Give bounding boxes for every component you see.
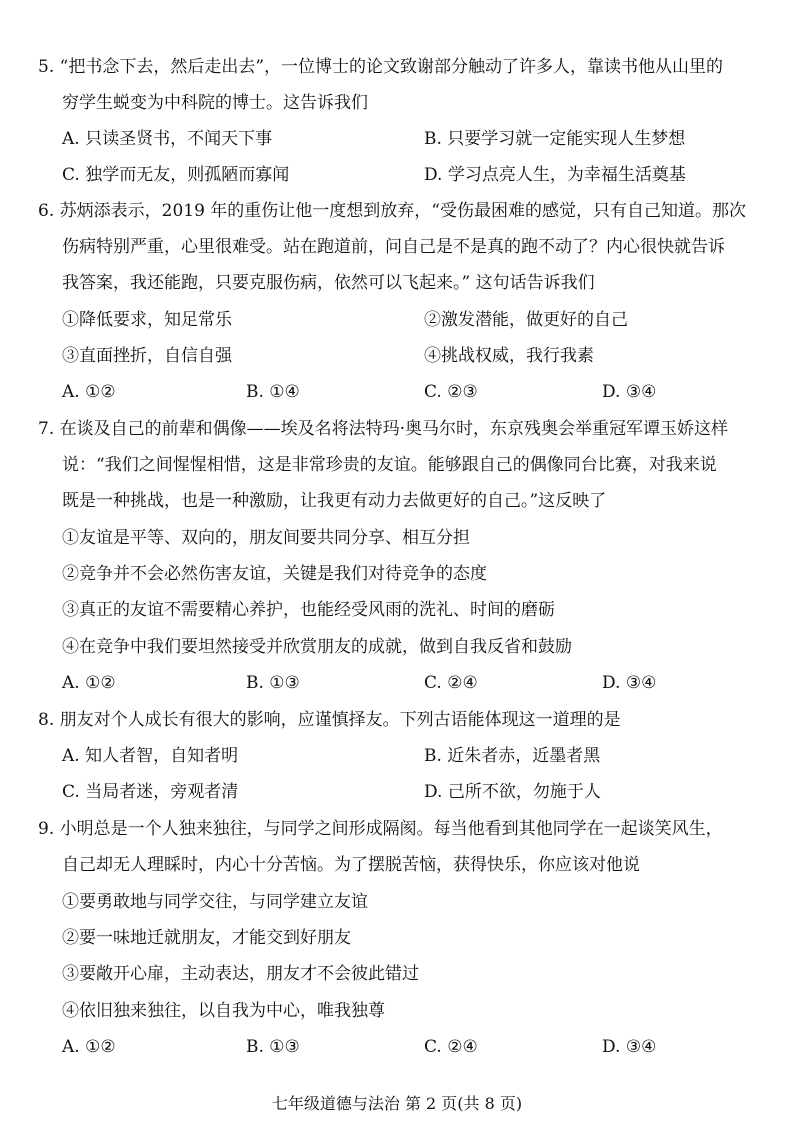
question-6-stem-line-3: 我答案，我还能跑，只要克服伤病，依然可以飞起来。” 这句话告诉我们 (62, 273, 595, 293)
question-6-option-a: A. ①② (62, 382, 116, 402)
question-5-stem-line-2: 穷学生蜕变为中科院的博士。这告诉我们 (62, 93, 368, 113)
question-6-item-3: ③直面挫折，自信自强 (62, 346, 232, 366)
question-5-option-a: A. 只读圣贤书，不闻天下事 (62, 129, 273, 149)
question-7-item-1: ①友谊是平等、双向的，朋友间要共同分享、相互分担 (62, 528, 470, 548)
question-8-stem-line-1: 8. 朋友对个人成长有很大的影响，应谨慎择友。下列古语能体现这一道理的是 (38, 710, 621, 730)
question-9-item-2: ②要一味地迁就朋友，才能交到好朋友 (62, 928, 351, 948)
question-8-option-c: C. 当局者迷，旁观者清 (62, 782, 239, 802)
question-7-item-2: ②竞争并不会必然伤害友谊，关键是我们对待竞争的态度 (62, 564, 487, 584)
question-8-option-a: A. 知人者智，自知者明 (62, 746, 239, 766)
question-7-option-d: D. ③④ (602, 673, 657, 693)
question-7-stem-line-2: 说：“我们之间惺惺相惜，这是非常珍贵的友谊。能够跟自己的偶像同台比赛，对我来说 (62, 455, 717, 475)
question-6-item-1: ①降低要求，知足常乐 (62, 310, 232, 330)
question-6-option-c: C. ②③ (424, 382, 478, 402)
question-8-option-b: B. 近朱者赤，近墨者黑 (424, 746, 601, 766)
question-7-option-b: B. ①③ (246, 673, 300, 693)
question-6-item-4: ④挑战权威，我行我素 (424, 346, 594, 366)
question-5-option-b: B. 只要学习就一定能实现人生梦想 (424, 129, 686, 149)
question-9-item-1: ①要勇敢地与同学交往，与同学建立友谊 (62, 892, 368, 912)
question-9-option-c: C. ②④ (424, 1037, 478, 1057)
question-5-option-c: C. 独学而无友，则孤陋而寡闻 (62, 165, 290, 185)
question-7-item-4: ④在竞争中我们要坦然接受并欣赏朋友的成就，做到自我反省和鼓励 (62, 637, 572, 657)
page-footer: 七年级道德与法治 第 2 页(共 8 页) (271, 1094, 523, 1113)
question-5-option-d: D. 学习点亮人生，为幸福生活奠基 (424, 165, 686, 185)
question-6-item-2: ②激发潜能，做更好的自己 (424, 310, 628, 330)
question-6-option-b: B. ①④ (246, 382, 300, 402)
question-7-stem-line-3: 既是一种挑战，也是一种激励，让我更有动力去做更好的自己。”这反映了 (62, 491, 607, 511)
question-9-stem-line-2: 自己却无人理睬时，内心十分苦恼。为了摆脱苦恼，获得快乐，你应该对他说 (62, 855, 640, 875)
question-7-option-c: C. ②④ (424, 673, 478, 693)
question-6-option-d: D. ③④ (602, 382, 657, 402)
question-9-option-b: B. ①③ (246, 1037, 300, 1057)
question-9-option-a: A. ①② (62, 1037, 116, 1057)
question-9-item-4: ④依旧独来独往，以自我为中心，唯我独尊 (62, 1001, 385, 1021)
question-9-stem-line-1: 9. 小明总是一个人独来独往，与同学之间形成隔阂。每当他看到其他同学在一起谈笑风生， (38, 819, 723, 839)
question-7-option-a: A. ①② (62, 673, 116, 693)
question-8-option-d: D. 己所不欲，勿施于人 (424, 782, 601, 802)
question-7-item-3: ③真正的友谊不需要精心养护，也能经受风雨的洗礼、时间的磨砺 (62, 600, 555, 620)
question-6-stem-line-1: 6. 苏炳添表示，2019 年的重伤让他一度想到放弃，“受伤最困难的感觉，只有自己知道。那次 (38, 201, 746, 221)
question-5-stem-line-1: 5. “把书念下去，然后走出去”，一位博士的论文致谢部分触动了许多人，靠读书他从山里的 (38, 57, 724, 77)
question-6-stem-line-2: 伤病特别严重，心里很难受。站在跑道前，问自己是不是真的跑不动了？内心很快就告诉 (62, 237, 725, 257)
question-9-item-3: ③要敞开心扉，主动表达，朋友才不会彼此错过 (62, 964, 419, 984)
question-7-stem-line-1: 7. 在谈及自己的前辈和偶像——埃及名将法特玛·奥马尔时，东京残奥会举重冠军谭玉娇这样 (38, 419, 729, 439)
question-9-option-d: D. ③④ (602, 1037, 657, 1057)
